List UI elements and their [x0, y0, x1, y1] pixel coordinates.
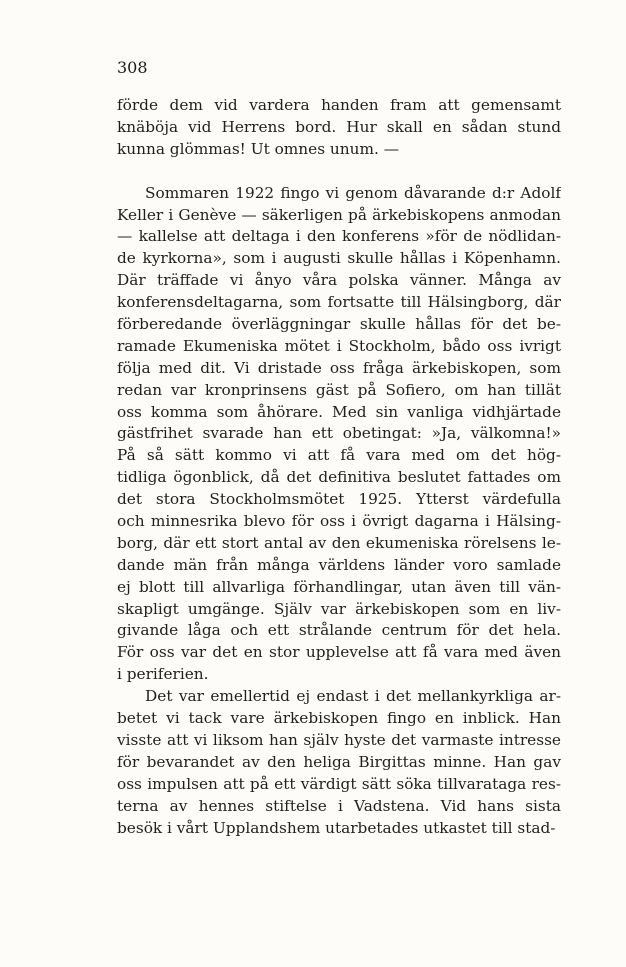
body-text	[117, 95, 561, 839]
text-line: Sommaren 1922 fingo vi genom dåvarande d:r Adolf	[145, 183, 561, 202]
text-line: de kyrkorna», som i augusti skulle hållas i Köpenhamn.	[117, 249, 561, 268]
paragraph	[117, 183, 561, 686]
text-line: För oss var det en stor upplevelse att få vara med även	[117, 643, 561, 662]
text-line: Där träffade vi ånyo våra polska vänner. Många av	[117, 271, 561, 290]
text-line: Keller i Genève — säkerligen på ärkebiskopens anmodan	[117, 205, 561, 224]
text-line: knäböja vid Herrens bord. Hur skall en sådan stund	[117, 117, 561, 136]
text-line: ej blott till allvarliga förhandlingar, utan även till vän-	[117, 577, 561, 596]
page-number: 308	[117, 58, 148, 77]
text-line: ramade Ekumeniska mötet i Stockholm, bådo oss ivrigt	[117, 336, 561, 355]
text-line: och minnesrika blevo för oss i övrigt dagarna i Hälsing-	[117, 512, 561, 531]
text-line: förberedande överläggningar skulle hållas för det be-	[117, 315, 561, 334]
text-line: givande låga och ett strålande centrum för det hela.	[117, 621, 561, 640]
paragraph	[117, 95, 561, 161]
text-line: betet vi tack vare ärkebiskopen fingo en inblick. Han	[117, 709, 561, 728]
text-line: förde dem vid vardera handen fram att gemensamt	[117, 96, 561, 114]
text-line: i periferien.	[117, 665, 209, 684]
text-line: konferensdeltagarna, som fortsatte till Hälsingborg, där	[117, 293, 561, 312]
text-line: Det var emellertid ej endast i det mellankyrkliga ar-	[145, 687, 561, 706]
text-line: besök i vårt Upplandshem utarbetades utkastet till stad-	[117, 818, 556, 837]
paragraph	[117, 686, 561, 839]
text-line: borg, där ett stort antal av den ekumeniska rörelsens le-	[117, 533, 561, 552]
text-line: oss komma som åhörare. Med sin vanliga vidhjärtade	[117, 402, 561, 421]
text-line: följa med dit. Vi dristade oss fråga ärkebiskopen, som	[117, 358, 561, 377]
text-line: — kallelse att deltaga i den konferens »för de nödlidan-	[117, 227, 561, 246]
text-line: tidliga ögonblick, då det definitiva beslutet fattades om	[117, 468, 561, 487]
text-line: det stora Stockholmsmötet 1925. Ytterst värdefulla	[117, 490, 561, 509]
text-line: visste att vi liksom han själv hyste det varmaste intresse	[117, 730, 561, 749]
text-line: terna av hennes stiftelse i Vadstena. Vid hans sista	[117, 796, 561, 815]
text-line: kunna glömmas! Ut omnes unum. —	[117, 139, 400, 158]
text-line: oss impulsen att på ett värdigt sätt söka tillvarataga res-	[117, 774, 561, 793]
text-line: redan var kronprinsens gäst på Sofiero, om han tillät	[117, 380, 561, 399]
text-line: gästfrihet svarade han ett obetingat: »Ja, välkomna!»	[117, 424, 561, 443]
paragraph-gap	[117, 161, 561, 183]
text-line: för bevarandet av den heliga Birgittas minne. Han gav	[117, 752, 561, 771]
text-line: skapligt umgänge. Själv var ärkebiskopen som en liv-	[117, 599, 561, 618]
text-line: dande män från många världens länder voro samlade	[117, 555, 561, 574]
text-line: På så sätt kommo vi att få vara med om det hög-	[117, 446, 561, 465]
